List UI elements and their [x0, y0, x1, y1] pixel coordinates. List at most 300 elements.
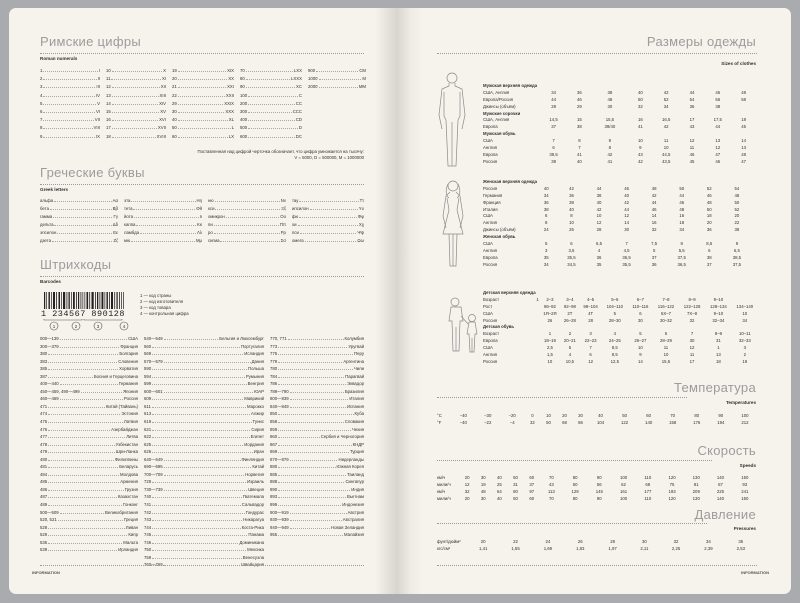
- leader-value: Новая Зеландия: [331, 524, 364, 530]
- leader-key: 690—695: [144, 464, 163, 470]
- dot-leader: [43, 135, 95, 138]
- dot-leader: [248, 118, 295, 121]
- leader-row: [124, 197, 202, 205]
- legend-item: 4 — контрольная цифра: [140, 311, 189, 317]
- table-cell: 80: [694, 412, 700, 418]
- leader-value: LXXX: [291, 76, 302, 82]
- table-cell: 30: [624, 227, 629, 233]
- leader-key: 940—949: [270, 524, 289, 530]
- leader-row: [208, 197, 286, 205]
- dot-leader: [278, 428, 351, 431]
- table-cell: 42: [637, 158, 643, 164]
- table-cell: 45: [689, 158, 695, 164]
- table-cell: 40: [637, 89, 643, 95]
- table-cell: 6: [552, 144, 555, 150]
- leader-row: [40, 531, 138, 539]
- table-cell: 24: [543, 227, 549, 233]
- table-cell: 46: [679, 199, 685, 205]
- table-cell: 104–110: [606, 303, 623, 309]
- leader-row: [270, 365, 364, 373]
- table-cell: 11: [663, 345, 669, 351]
- leader-value: D: [298, 125, 302, 131]
- table-cell: 34: [679, 227, 685, 233]
- leader-key: 560: [144, 343, 152, 349]
- table-cell: [560, 289, 579, 296]
- leader-value: Перу: [354, 351, 364, 357]
- leader-row: [144, 350, 264, 358]
- dot-leader: [278, 480, 344, 483]
- leader-row: [270, 343, 364, 351]
- leader-value: V: [97, 100, 100, 106]
- table-cell: [537, 82, 570, 89]
- table-cell: 36: [596, 254, 602, 260]
- table-cell: 3: [545, 247, 548, 253]
- table-row: [483, 330, 758, 337]
- leader-row: [144, 388, 264, 396]
- table-cell: 16,5: [661, 117, 671, 123]
- table-cell: 3–4: [566, 296, 574, 302]
- leader-column: [124, 197, 202, 245]
- leader-row: [106, 116, 166, 124]
- dot-leader: [278, 352, 353, 355]
- dot-leader: [48, 352, 118, 355]
- table-cell: 28: [596, 227, 602, 233]
- table-cell: 10,5: [565, 358, 575, 364]
- leader-key: 478: [40, 441, 48, 447]
- row-label: Детская обувь: [483, 324, 515, 330]
- table-cell: 9: [639, 144, 642, 150]
- temperature-subtitle: Temperatures: [725, 400, 756, 405]
- table-row: [483, 158, 753, 165]
- leader-row: [40, 83, 100, 91]
- table-cell: 64: [497, 488, 502, 494]
- table-cell: 18: [679, 220, 685, 226]
- table-cell: 39: [551, 158, 556, 164]
- table-row: [483, 337, 758, 344]
- leader-key: 867: [270, 441, 278, 447]
- table-cell: 17: [689, 358, 695, 364]
- row-label: США, Англия: [483, 117, 510, 123]
- dot-leader: [319, 85, 358, 88]
- table-row: [483, 317, 758, 324]
- table-cell: 30: [641, 538, 647, 544]
- table-cell: 41: [637, 124, 643, 130]
- table-cell: [631, 130, 650, 137]
- table-cell: 30: [578, 412, 583, 418]
- table-cell: 24: [545, 538, 551, 544]
- leader-row: [40, 380, 138, 388]
- table-cell: 128–134: [710, 303, 727, 309]
- table-cell: 44: [679, 192, 685, 198]
- table-cell: 241: [741, 488, 749, 494]
- dot-leader: [112, 135, 156, 138]
- leader-value: II: [97, 76, 100, 82]
- table-cell: 6: [639, 310, 642, 316]
- leader-value: Румыния: [245, 373, 264, 379]
- table-cell: 35: [596, 261, 602, 267]
- table-cell: 35,5: [567, 254, 576, 260]
- dot-leader: [131, 199, 195, 202]
- table-cell: [588, 233, 611, 240]
- leader-key: эта: [124, 198, 131, 203]
- table-cell: 122: [621, 419, 629, 425]
- dot-leader: [278, 450, 349, 453]
- leader-value: L: [231, 125, 234, 131]
- leader-value: Египет: [250, 434, 264, 440]
- table-row: [483, 82, 753, 89]
- table-cell: [650, 130, 683, 137]
- leader-key: 489: [40, 502, 48, 508]
- leader-row: [40, 418, 138, 426]
- leader-row: [40, 448, 138, 456]
- divider: [437, 397, 687, 398]
- row-label: фунт/дюйм²: [437, 538, 461, 544]
- dot-leader: [278, 375, 344, 378]
- leader-key: 486: [40, 486, 48, 492]
- leader-row: [270, 350, 364, 358]
- leader-row: [40, 478, 138, 486]
- dot-leader: [226, 215, 279, 218]
- dot-leader: [48, 541, 122, 544]
- table-cell: 12: [689, 345, 695, 351]
- leader-key: 740: [144, 494, 152, 500]
- table-cell: 7–8: [662, 296, 670, 302]
- leader-value: XIV: [159, 100, 166, 106]
- table-cell: 120: [668, 495, 676, 501]
- leader-key: 5: [40, 100, 43, 106]
- leader-row: [270, 403, 364, 411]
- table-cell: [631, 110, 650, 117]
- speed-subtitle: Speeds: [739, 463, 756, 468]
- leader-value: Финляндия: [241, 456, 264, 462]
- table-cell: 38: [569, 199, 574, 205]
- dot-leader: [48, 495, 117, 498]
- table-row: [483, 103, 753, 110]
- row-label: Европа: [483, 338, 498, 344]
- leader-value: MM: [358, 84, 366, 90]
- dot-leader: [112, 118, 158, 121]
- row-label: км/ч: [437, 474, 446, 480]
- leader-row: [40, 463, 138, 471]
- leader-value: Молдова: [120, 471, 138, 477]
- leader-row: [40, 92, 100, 100]
- table-cell: 5: [613, 310, 616, 316]
- dot-leader: [164, 473, 245, 476]
- dot-leader: [178, 102, 223, 105]
- leader-key: 529: [40, 532, 48, 538]
- table-row: [483, 206, 753, 213]
- dot-leader: [278, 367, 353, 370]
- table-cell: 47: [741, 158, 746, 164]
- table-cell: 32: [651, 227, 657, 233]
- leader-value: Гондурас: [245, 509, 264, 515]
- table-cell: 5–6: [611, 296, 619, 302]
- row-label: Мужские сорочки: [483, 110, 521, 116]
- leader-value: Латвия: [123, 419, 138, 425]
- table-cell: [537, 110, 570, 117]
- table-cell: 97: [529, 488, 535, 494]
- leader-value: Казахстан: [117, 494, 138, 500]
- table-cell: 26–27: [634, 338, 647, 344]
- leader-key: 621: [144, 426, 152, 432]
- table-cell: 26–28: [563, 317, 576, 323]
- leader-value: Кипр: [128, 532, 138, 538]
- leader-value: Израиль: [247, 479, 264, 485]
- table-cell: [701, 130, 734, 137]
- dot-leader: [48, 473, 119, 476]
- kids-sizes-table: [483, 289, 758, 365]
- leader-row: [40, 213, 118, 221]
- table-cell: 42: [663, 89, 669, 95]
- table-cell: 2: [743, 351, 746, 357]
- leader-row: [208, 237, 286, 245]
- dot-leader: [178, 118, 228, 121]
- leader-row: [144, 501, 264, 509]
- table-cell: 22: [734, 220, 740, 226]
- table-cell: 80: [572, 474, 578, 480]
- leader-key: ламбда: [124, 230, 139, 235]
- leader-value: Польша: [248, 366, 264, 372]
- leader-row: [40, 509, 138, 517]
- table-cell: 50: [546, 419, 551, 425]
- table-cell: 43: [689, 124, 695, 130]
- dot-leader: [53, 215, 112, 218]
- table-row: [437, 545, 757, 552]
- leader-value: Хорватия: [119, 366, 138, 372]
- greek-letters-title: Греческие буквы: [40, 165, 145, 180]
- leader-value: Грузия: [124, 486, 138, 492]
- table-cell: 54: [734, 185, 740, 191]
- roman-numerals-subtitle: Roman numerals: [40, 56, 78, 61]
- leader-value: LX: [228, 133, 234, 139]
- leader-value: Αα: [112, 198, 118, 203]
- table-row: [437, 495, 757, 502]
- table-row: [483, 344, 758, 351]
- table-cell: −4: [509, 419, 515, 425]
- leader-value: Гонконг: [122, 502, 138, 508]
- barcode-digits: 1 234567 890128: [41, 309, 126, 319]
- leader-value: Коста-Рика: [241, 524, 264, 530]
- table-cell: 30: [480, 495, 486, 501]
- table-cell: 44,5: [661, 151, 671, 157]
- table-cell: 60: [529, 474, 535, 480]
- table-cell: 87: [718, 481, 723, 487]
- table-cell: 32–34: [712, 317, 725, 323]
- table-cell: 50: [622, 412, 627, 418]
- dot-leader: [48, 367, 118, 370]
- leader-row: [40, 100, 100, 108]
- dot-leader: [152, 405, 246, 408]
- leader-column: [106, 67, 166, 141]
- table-cell: 36: [689, 103, 695, 109]
- leader-key: 859: [270, 426, 278, 432]
- table-cell: 50: [513, 495, 518, 501]
- table-cell: [679, 323, 705, 330]
- dot-leader: [152, 495, 242, 498]
- leader-value: Венесуэла: [242, 554, 264, 560]
- leader-value: Колумбия: [344, 336, 364, 341]
- leader-value: XII: [160, 84, 166, 90]
- leader-value: XVIII: [156, 133, 166, 139]
- leader-key: 4: [40, 92, 43, 98]
- table-cell: [589, 110, 631, 117]
- leader-value: Аргентина: [343, 358, 364, 364]
- leader-row: [40, 237, 118, 245]
- leader-row: [240, 100, 302, 108]
- leader-row: [106, 133, 166, 141]
- leader-row: [144, 358, 264, 366]
- leader-value: Тунис: [252, 419, 264, 425]
- womens-sizes-table: [483, 178, 753, 268]
- table-cell: [734, 130, 753, 137]
- table-cell: 145: [595, 488, 603, 494]
- leader-row: [270, 509, 364, 517]
- leader-row: [308, 83, 366, 91]
- table-cell: 1,5: [546, 351, 553, 357]
- leader-key: 1: [40, 68, 43, 73]
- table-cell: 8,5: [611, 351, 618, 357]
- table-row: [483, 110, 753, 117]
- table-cell: 8: [545, 220, 548, 226]
- table-row: [437, 419, 757, 426]
- leader-key: йота: [124, 214, 134, 219]
- dot-leader: [278, 503, 341, 506]
- leader-value: XVII: [157, 125, 166, 131]
- leader-row: [40, 75, 100, 83]
- dot-leader: [152, 352, 243, 355]
- leader-key: 880: [270, 464, 278, 470]
- divider: [437, 523, 707, 524]
- leader-key: 741: [144, 502, 152, 508]
- leader-value: Литва: [126, 434, 138, 440]
- dot-leader: [48, 435, 125, 438]
- divider: [40, 276, 364, 277]
- leader-value: Сирия: [251, 426, 264, 432]
- table-cell: 46: [706, 192, 712, 198]
- table-cell: 48: [679, 206, 685, 212]
- leader-key: 18: [106, 133, 111, 139]
- dot-leader: [111, 77, 160, 80]
- table-cell: 80: [572, 495, 578, 501]
- table-cell: 26: [577, 538, 583, 544]
- leader-value: Португалия: [240, 343, 264, 349]
- table-row: [483, 351, 758, 358]
- table-cell: [643, 233, 666, 240]
- table-row: [483, 226, 753, 233]
- table-cell: 6,5: [596, 240, 603, 246]
- leader-column: [308, 67, 366, 92]
- leader-row: [208, 213, 286, 221]
- table-row: [483, 116, 753, 123]
- table-row: [483, 123, 753, 130]
- table-cell: 60: [646, 412, 652, 418]
- leader-value: III: [96, 84, 100, 90]
- dot-leader: [164, 488, 248, 491]
- table-row: [483, 289, 758, 296]
- man-silhouette-icon: [434, 70, 470, 170]
- leader-value: XXI: [227, 84, 234, 90]
- leader-key: 885: [270, 471, 278, 477]
- leader-key: 60: [172, 133, 177, 139]
- table-cell: 1,55: [511, 545, 520, 551]
- table-cell: 28: [588, 317, 593, 323]
- leader-row: [124, 221, 202, 229]
- leader-key: 7: [40, 117, 43, 123]
- leader-key: 481: [40, 464, 48, 470]
- leader-row: [106, 75, 166, 83]
- table-cell: 37: [651, 254, 657, 260]
- table-row: [483, 151, 753, 158]
- roman-numerals-title: Римские цифры: [40, 34, 142, 49]
- table-row: [437, 488, 757, 495]
- table-cell: 34,5: [567, 261, 576, 267]
- table-cell: 22: [513, 538, 518, 544]
- dot-leader: [248, 110, 292, 113]
- table-cell: 35: [543, 254, 549, 260]
- table-cell: 70: [548, 474, 554, 480]
- leader-row: [144, 335, 264, 343]
- table-cell: 44: [551, 96, 556, 102]
- leader-value: Дания: [251, 358, 264, 364]
- row-label: Мужская верхняя одежда: [483, 82, 538, 88]
- table-cell: 1,83: [576, 545, 585, 551]
- leader-key: 400: [240, 117, 248, 123]
- leader-key: 484: [40, 471, 48, 477]
- table-cell: 140: [645, 419, 653, 425]
- dot-leader: [278, 443, 351, 446]
- table-cell: [650, 82, 683, 89]
- table-cell: 116–122: [657, 303, 675, 309]
- dot-leader: [140, 231, 196, 234]
- dot-leader: [152, 420, 251, 423]
- table-cell: 5: [652, 247, 656, 253]
- mens-sizes-table: [483, 82, 753, 165]
- leader-value: Италия: [349, 396, 364, 402]
- leader-value: Австрия: [347, 509, 364, 515]
- dot-leader: [310, 207, 358, 210]
- leader-key: 15: [106, 109, 111, 115]
- table-cell: 37,5: [677, 254, 686, 260]
- table-cell: [701, 110, 734, 117]
- table-cell: [705, 323, 731, 330]
- leader-key: 744: [144, 524, 152, 530]
- table-cell: 34: [706, 538, 711, 544]
- leader-row: [106, 92, 166, 100]
- row-label: кгс/см²: [437, 545, 451, 551]
- dot-leader: [248, 126, 298, 129]
- leader-value: Панама: [248, 532, 264, 538]
- leader-value: VIII: [93, 125, 100, 131]
- table-cell: 6–7: [636, 296, 644, 302]
- dot-leader: [178, 85, 226, 88]
- dot-leader: [164, 390, 253, 393]
- leader-key: дзета: [40, 238, 51, 243]
- leader-key: фи: [292, 214, 298, 219]
- dot-leader: [152, 450, 253, 453]
- dot-leader: [152, 375, 245, 378]
- table-cell: 30: [637, 317, 643, 323]
- leader-value: DC: [295, 133, 302, 139]
- svg-text:4: 4: [122, 323, 126, 329]
- leader-value: Исландия: [244, 351, 264, 357]
- table-cell: 52: [663, 96, 669, 102]
- leader-value: Турция: [349, 449, 364, 455]
- table-cell: [570, 82, 589, 89]
- dot-leader: [278, 435, 320, 438]
- table-cell: 104: [596, 419, 605, 425]
- table-cell: 122–128: [683, 303, 701, 309]
- table-cell: −40: [459, 412, 467, 418]
